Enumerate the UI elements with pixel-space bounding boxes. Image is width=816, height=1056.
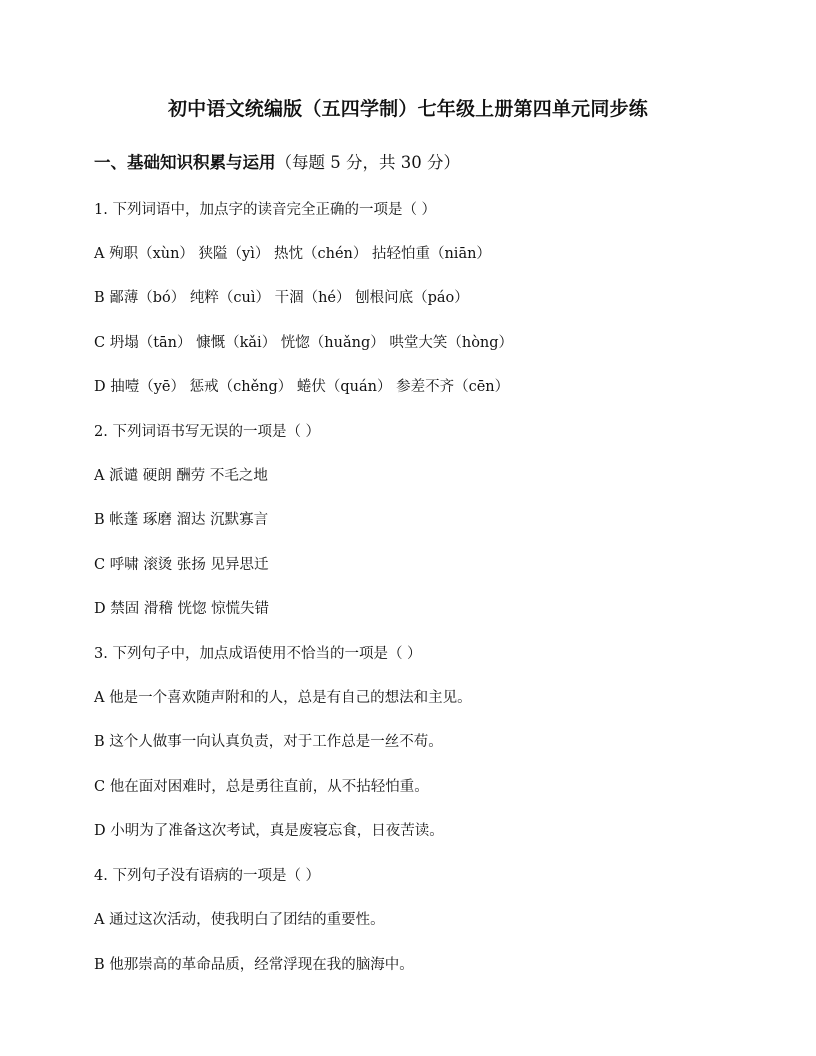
question-2-option-c: C 呼啸 滚烫 张扬 见异思迁	[94, 557, 269, 573]
question-2-option-d: D 禁固 滑稽 恍惚 惊慌失错	[94, 601, 270, 617]
question-2-option-b: B 帐蓬 琢磨 溜达 沉默寡言	[94, 512, 269, 528]
question-3-option-c: C 他在面对困难时，总是勇往直前，从不拈轻怕重。	[94, 779, 429, 795]
question-4-option-a: A 通过这次活动，使我明白了团结的重要性。	[94, 912, 385, 928]
question-3-option-a: A 他是一个喜欢随声附和的人，总是有自己的想法和主见。	[94, 690, 472, 706]
question-2-stem: 2. 下列词语书写无误的一项是（ ）	[94, 424, 321, 440]
question-1-stem: 1. 下列词语中，加点字的读音完全正确的一项是（ ）	[94, 202, 437, 218]
question-1-option-c: C 坍塌（tān） 慷慨（kǎi） 恍惚（huǎng） 哄堂大笑（hòng）	[94, 335, 514, 351]
section-heading-note: （每题 5 分，共 30 分）	[275, 153, 460, 172]
question-1-option-d: D 抽噎（yē） 惩戒（chěng） 蜷伏（quán） 参差不齐（cēn）	[94, 379, 510, 395]
question-4-option-b: B 他那崇高的革命品质，经常浮现在我的脑海中。	[94, 957, 414, 973]
section-heading-main: 一、基础知识积累与运用	[94, 153, 276, 172]
question-3-option-b: B 这个人做事一向认真负责，对于工作总是一丝不苟。	[94, 734, 443, 750]
question-2-option-a: A 派谴 硬朗 酬劳 不毛之地	[94, 468, 268, 484]
document-title: 初中语文统编版（五四学制）七年级上册第四单元同步练	[167, 98, 648, 120]
section-heading	[94, 149, 460, 173]
question-4-stem: 4. 下列句子没有语病的一项是（ ）	[94, 868, 321, 884]
question-1-option-b: B 鄙薄（bó） 纯粹（cuì） 干涸（hé） 刨根问底（páo）	[94, 290, 469, 306]
question-1-option-a: A 殉职（xùn） 狭隘（yì） 热忱（chén） 拈轻怕重（niān）	[94, 246, 491, 262]
question-3-stem: 3. 下列句子中，加点成语使用不恰当的一项是（ ）	[94, 646, 422, 662]
question-3-option-d: D 小明为了准备这次考试，真是废寝忘食，日夜苦读。	[94, 823, 444, 839]
